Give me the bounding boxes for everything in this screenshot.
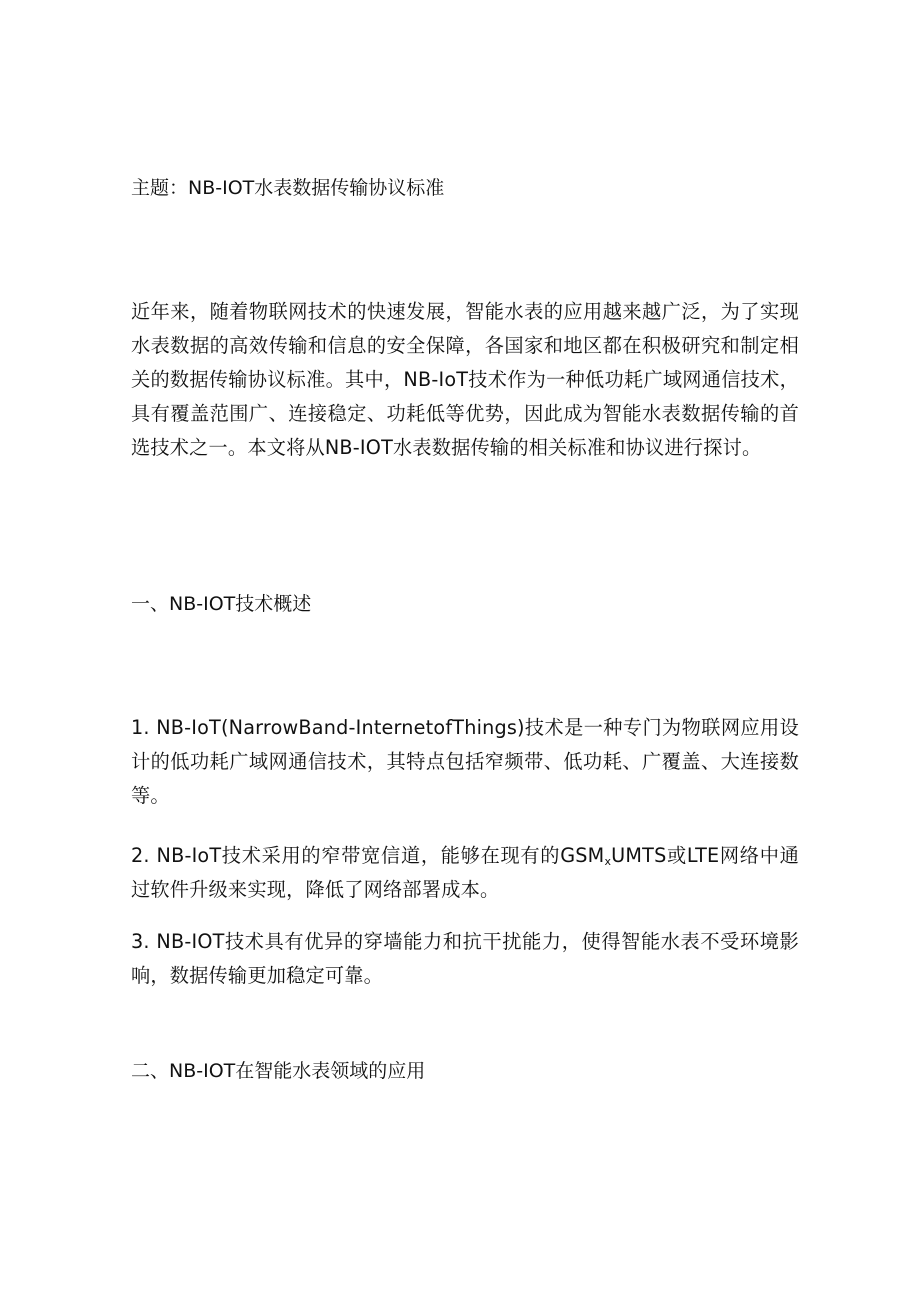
list-item-2 <box>131 839 799 907</box>
intro-paragraph: 近年来，随着物联网技术的快速发展，智能水表的应用越来越广泛，为了实现水表数据的高效传输和信息的安全保障，各国家和地区都在积极研究和制定相关的数据传输协议标准。其中，NB-IoT技术作为一种低功耗广域网通信技术，具有覆盖范围广、连接稳定、功耗低等优势，因此成为智能水表数据传输的首选技术之一。本文将从NB-IOT水表数据传输的相关标准和协议进行探讨。 <box>131 300 799 459</box>
list-item-2-subscript: x <box>604 855 612 868</box>
section-1-heading: 一、NB-IOT技术概述 <box>131 593 312 615</box>
list-item-1: 1. NB-IoT(NarrowBand-InternetofThings)技术是一种专门为物联网应用设计的低功耗广域网通信技术，其特点包括窄频带、低功耗、广覆盖、大连接数等。 <box>131 716 799 807</box>
list-item-3: 3. NB-IOT技术具有优异的穿墙能力和抗干扰能力，使得智能水表不受环境影响，数据传输更加稳定可靠。 <box>131 930 799 987</box>
list-item-2-text-before: 2. NB-IoT技术采用的窄带宽信道，能够在现有的GSM <box>131 844 605 867</box>
document-topic: 主题：NB-IOT水表数据传输协议标准 <box>131 177 445 199</box>
section-2-heading: 二、NB-IOT在智能水表领域的应用 <box>131 1060 426 1082</box>
list-item-2-text-after: UMTS或LTE网络中通过软件升级来实现，降低了网络部署成本。 <box>131 844 799 901</box>
